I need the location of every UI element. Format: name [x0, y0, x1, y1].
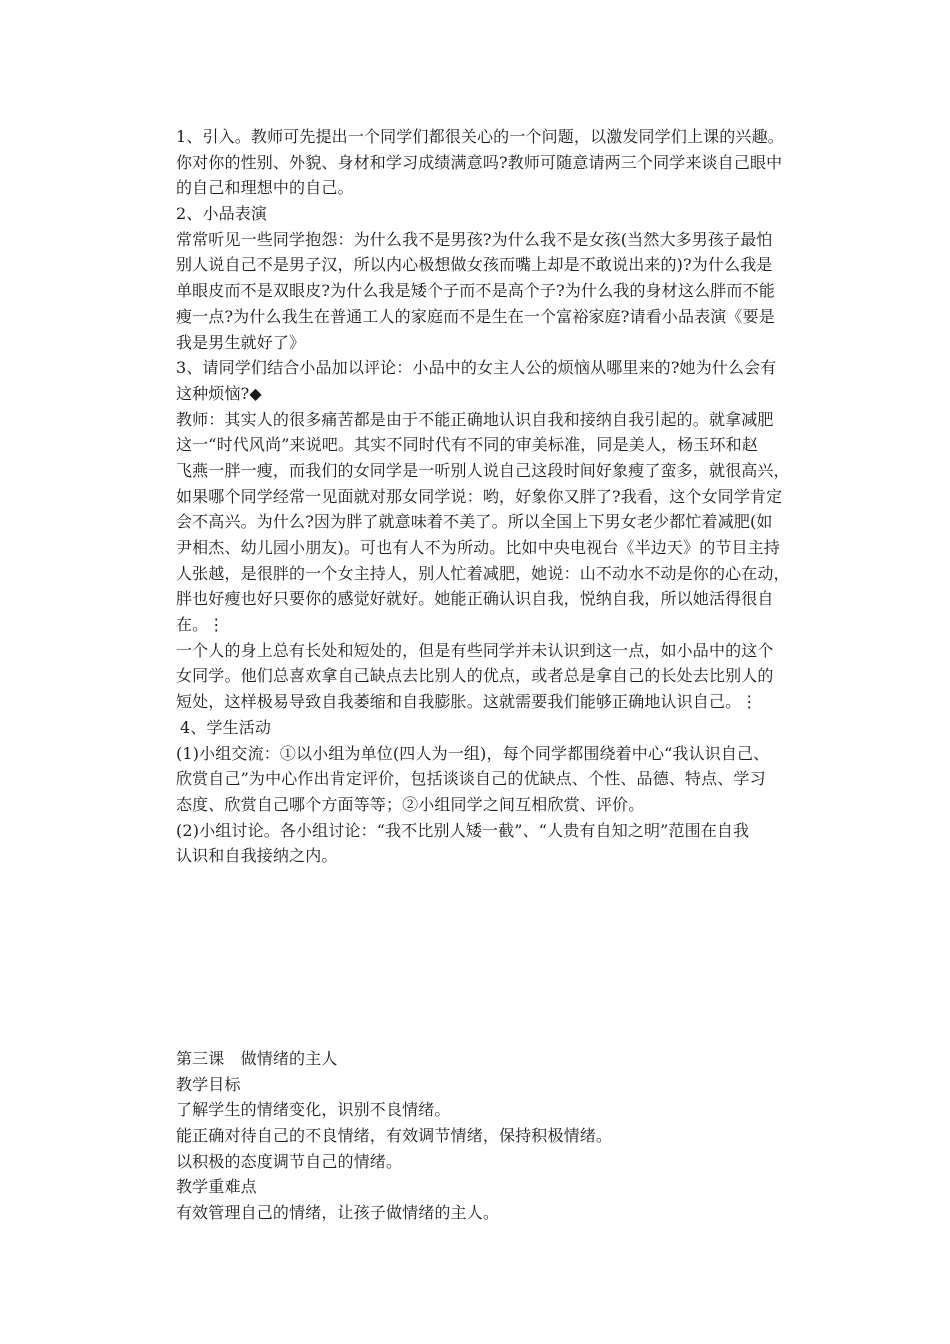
text-line: 1、引入。教师可先提出一个同学们都很关心的一个问题，以激发同学们上课的兴趣。: [176, 127, 784, 146]
text-line: 常常听见一些同学抱怨：为什么我不是男孩?为什么我不是女孩(当然大多男孩子最怕: [176, 229, 773, 249]
lesson-title: 第三课 做情绪的主人: [176, 1049, 338, 1068]
text-line: 教师：其实人的很多痛苦都是由于不能正确地认识自我和接纳自我引起的。就拿减肥: [176, 409, 774, 429]
text-line: 如果哪个同学经常一见面就对那女同学说：哟，好象你又胖了?我看，这个女同学肯定: [176, 486, 783, 506]
text-line: (1)小组交流：①以小组为单位(四人为一组)，每个同学都围绕着中心“我认识自己、: [176, 743, 770, 763]
heading-objectives: 教学目标: [176, 1074, 241, 1094]
text-line: 短处，这样极易导致自我萎缩和自我膨胀。这就需要我们能够正确地认识自己。⋮: [176, 692, 758, 712]
text-line: 单眼皮而不是双眼皮?为什么我是矮个子而不是高个子?为什么我的身材这么胖而不能: [176, 281, 775, 301]
text-line: 尹相杰、幼儿园小朋友)。可也有人不为所动。比如中央电视台《半边天》的节目主持: [176, 538, 780, 557]
text-line: 以积极的态度调节自己的情绪。: [176, 1151, 403, 1171]
text-line: 女同学。他们总喜欢拿自己缺点去比别人的优点，或者总是拿自己的长处去比别人的: [176, 666, 774, 686]
heading-student-activity: 4、学生活动: [180, 717, 272, 737]
text-line: (2)小组讨论。各小组讨论：“我不比别人矮一截”、“人贵有自知之明”范围在自我: [176, 820, 750, 840]
text-line: 能正确对待自己的不良情绪，有效调节情绪，保持积极情绪。: [176, 1126, 613, 1146]
lesson-activities-section: [176, 124, 812, 869]
text-line: 3、请同学们结合小品加以评论：小品中的女主人公的烦恼从哪里来的?她为什么会有: [176, 358, 777, 378]
text-line: 瘦一点?为什么我生在普通工人的家庭而不是生在一个富裕家庭?请看小品表演《要是: [176, 306, 775, 326]
text-line: 别人说自己不是男子汉，所以内心极想做女孩而嘴上却是不敢说出来的)?为什么我是: [176, 255, 773, 275]
text-line: 会不高兴。为什么?因为胖了就意味着不美了。所以全国上下男女老少都忙着减肥(如: [176, 512, 773, 532]
lesson-three-section: [176, 1046, 812, 1226]
text-line: 这一“时代风尚”来说吧。其实不同时代有不同的审美标准，同是美人，杨玉环和赵: [176, 435, 758, 455]
text-line: 了解学生的情绪变化，识别不良情绪。: [176, 1100, 451, 1120]
text-line: 有效管理自己的情绪，让孩子做情绪的主人。: [176, 1203, 500, 1223]
text-line: 一个人的身上总有长处和短处的，但是有些同学并未认识到这一点，如小品中的这个: [176, 640, 774, 660]
text-line: 你对你的性别、外貌、身材和学习成绩满意吗?教师可随意请两三个同学来谈自己眼中: [176, 152, 783, 172]
text-line: 胖也好瘦也好只要你的感觉好就好。她能正确认识自我，悦纳自我，所以她活得很自: [176, 589, 774, 609]
text-line: 欣赏自己”为中心作出肯定评价，包括谈谈自己的优缺点、个性、品德、特点、学习: [176, 769, 766, 789]
text-line: 人张越，是很胖的一个女主持人，别人忙着减肥，她说：山不动水不动是你的心在动，: [176, 563, 790, 583]
text-line: 态度、欣赏自己哪个方面等等；②小组同学之间互相欣赏、评价。: [176, 794, 645, 814]
heading-skit: 2、小品表演: [176, 204, 268, 224]
text-line: 飞燕一胖一瘦，而我们的女同学是一听别人说自己这段时间好象瘦了蛮多，就很高兴，: [176, 460, 790, 480]
text-line: 在。⋮: [176, 615, 225, 635]
text-line: 认识和自我接纳之内。: [176, 846, 338, 866]
text-line: 这种烦恼?◆: [176, 383, 262, 403]
text-line: 我是男生就好了》: [176, 332, 306, 352]
text-line: 的自己和理想中的自己。: [176, 178, 354, 198]
heading-key-points: 教学重难点: [176, 1177, 257, 1197]
